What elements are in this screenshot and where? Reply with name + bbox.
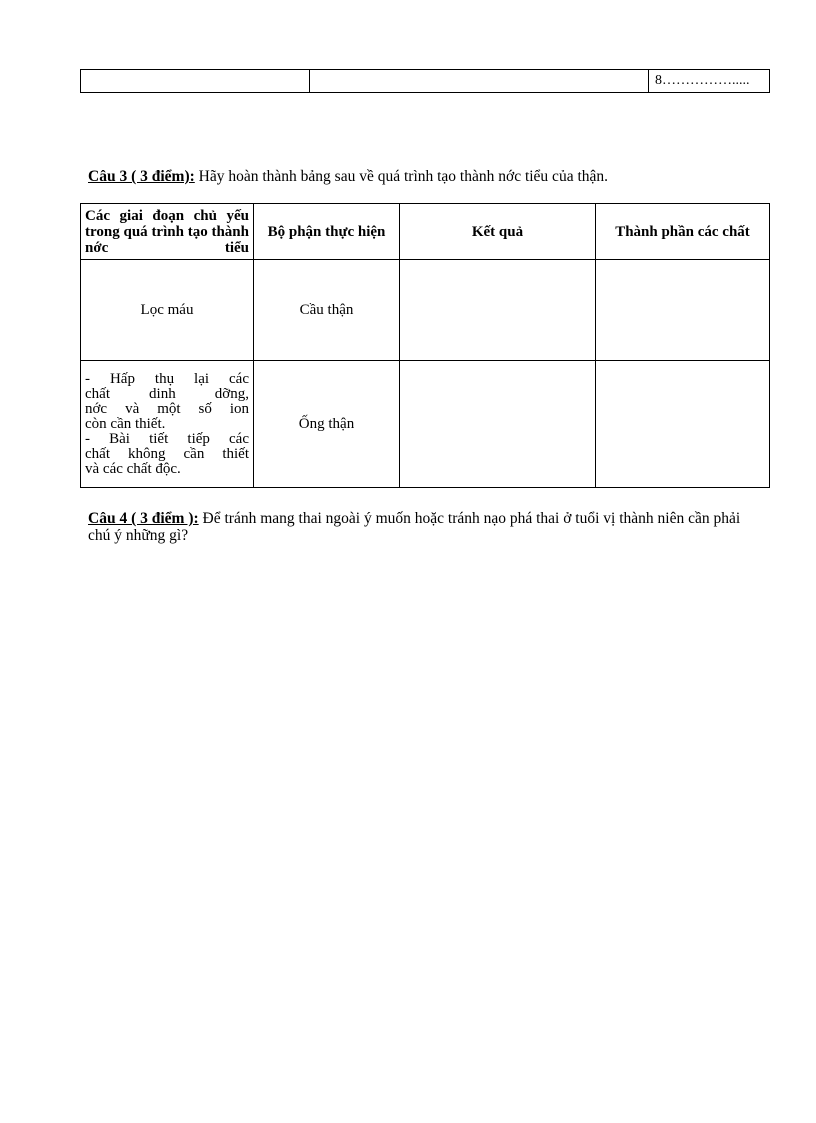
composition-cell[interactable] xyxy=(596,361,770,488)
table-row xyxy=(81,70,770,93)
question-4-text: Để tránh mang thai ngoài ý muốn hoặc tránh nạo phá thai ở tuổi vị thành niên cần phải chú ý những gì? xyxy=(88,510,741,544)
question-3 xyxy=(88,168,608,186)
table-cell xyxy=(81,70,310,93)
header-result: Kết quả xyxy=(400,204,596,260)
question-4 xyxy=(88,510,748,544)
question-4-label: Câu 4 ( 3 điểm ): xyxy=(88,510,199,527)
stage-cell: Lọc máu xyxy=(81,260,254,361)
organ-cell: Cầu thận xyxy=(254,260,400,361)
header-organ: Bộ phận thực hiện xyxy=(254,204,400,260)
stage-line: - Bài tiết tiếp các xyxy=(85,430,249,447)
composition-cell[interactable] xyxy=(596,260,770,361)
urine-formation-table xyxy=(80,203,770,488)
stage-cell xyxy=(81,361,254,488)
question-3-label: Câu 3 ( 3 điểm): xyxy=(88,168,195,185)
stage-line: chất không cần thiết xyxy=(85,445,249,462)
stage-description xyxy=(81,372,253,477)
stage-line: và các chất độc. xyxy=(85,460,181,477)
table-row xyxy=(81,361,770,488)
table-cell: 8……………..... xyxy=(649,70,770,93)
header-stages: Các giai đoạn chủ yếu trong quá trình tạo thành nớc tiểu xyxy=(81,204,254,260)
table-row xyxy=(81,260,770,361)
stage-line: còn cần thiết. xyxy=(85,415,166,432)
table-cell xyxy=(310,70,649,93)
stage-line: chất dinh dỡng, xyxy=(85,385,249,402)
result-cell[interactable] xyxy=(400,260,596,361)
table-header-row xyxy=(81,204,770,260)
answer-table-fragment xyxy=(80,69,770,93)
organ-cell: Ống thận xyxy=(254,361,400,488)
header-composition: Thành phần các chất xyxy=(596,204,770,260)
result-cell[interactable] xyxy=(400,361,596,488)
question-3-text: Hãy hoàn thành bảng sau về quá trình tạo thành nớc tiểu của thận. xyxy=(194,168,609,185)
stage-line: - Hấp thụ lại các xyxy=(85,370,249,387)
stage-line: nớc và một số ion xyxy=(85,400,249,417)
